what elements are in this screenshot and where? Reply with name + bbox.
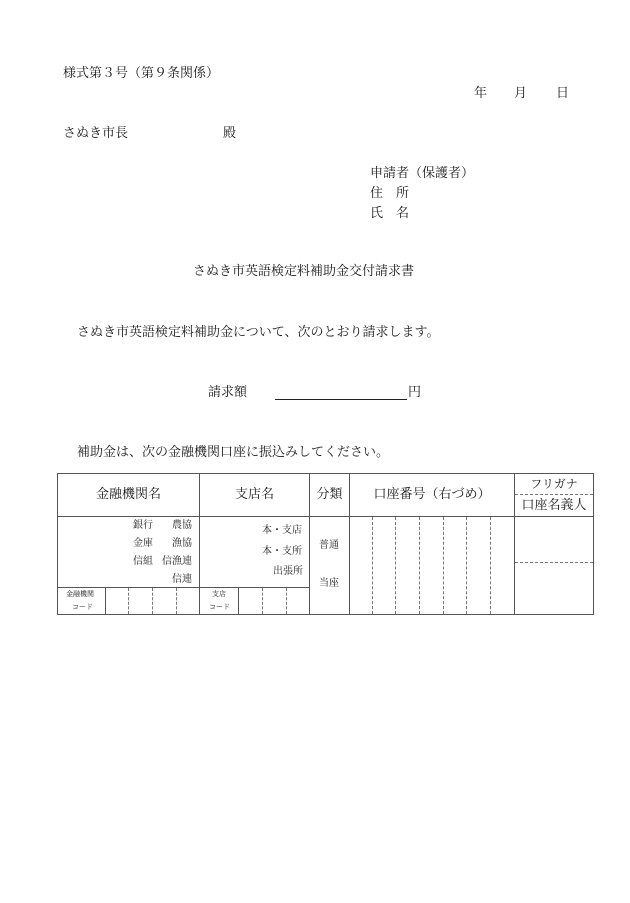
category-ordinary[interactable]: 普通 — [319, 540, 339, 551]
honorific: 殿 — [223, 126, 237, 141]
branch-type-head-branch[interactable]: 本・支店 — [262, 525, 302, 536]
account-number-field[interactable] — [350, 517, 514, 614]
institution-code-label-2: コード — [72, 603, 93, 611]
header-institution: 金融機関名 — [95, 487, 161, 502]
branch-code-field[interactable] — [239, 588, 309, 614]
holder-name-field[interactable] — [515, 563, 593, 614]
applicant-title: 申請者（保護者） — [370, 166, 475, 181]
furigana-field[interactable] — [515, 517, 593, 562]
branch-code-label-2: コード — [209, 603, 230, 611]
addressee: さぬき市長 — [63, 126, 129, 141]
institution-code-label-1: 金融機関 — [66, 590, 94, 598]
date-year-label: 年 — [474, 86, 488, 101]
body-text: さぬき市英語検定料補助金について、次のとおり請求します。 — [77, 325, 440, 340]
applicant-address-label: 住 所 — [370, 186, 410, 201]
institution-type-fish-fed[interactable]: 信漁連 — [162, 556, 192, 567]
date-month-label: 月 — [514, 86, 528, 101]
header-holder: 口座名義人 — [521, 497, 587, 513]
applicant-name-label: 氏 名 — [370, 206, 410, 221]
date-day-label: 日 — [556, 86, 570, 101]
header-branch: 支店名 — [234, 487, 274, 502]
branch-code-label-1: 支店 — [212, 590, 226, 598]
transfer-instruction: 補助金は、次の金融機関口座に振込みしてください。 — [77, 445, 390, 460]
institution-name-field[interactable] — [58, 517, 128, 587]
institution-type-bank[interactable]: 銀行 — [133, 520, 153, 531]
branch-type-sub-office[interactable]: 出張所 — [273, 566, 303, 577]
claim-unit: 円 — [408, 385, 422, 400]
document-title: さぬき市英語検定料補助金交付請求書 — [193, 264, 415, 279]
institution-type-credit-fed[interactable]: 信連 — [172, 574, 192, 585]
claim-label: 請求額 — [208, 385, 248, 400]
institution-code-field[interactable] — [106, 588, 199, 614]
header-furigana: フリガナ — [530, 476, 578, 491]
form-number: 様式第３号（第９条関係） — [63, 66, 220, 81]
branch-type-head-office[interactable]: 本・支所 — [262, 546, 302, 557]
claim-amount-field[interactable] — [275, 384, 407, 400]
header-account-number: 口座番号（右づめ） — [373, 487, 491, 502]
institution-type-shinkin[interactable]: 金庫 — [133, 538, 153, 549]
institution-type-agri-coop[interactable]: 農協 — [172, 520, 192, 531]
category-current[interactable]: 当座 — [319, 578, 339, 589]
header-category: 分類 — [316, 487, 343, 502]
branch-name-field[interactable] — [200, 517, 258, 587]
table-border-right — [593, 473, 594, 615]
institution-type-fish-coop[interactable]: 漁協 — [172, 538, 192, 549]
institution-type-credit-union[interactable]: 信組 — [133, 556, 153, 567]
